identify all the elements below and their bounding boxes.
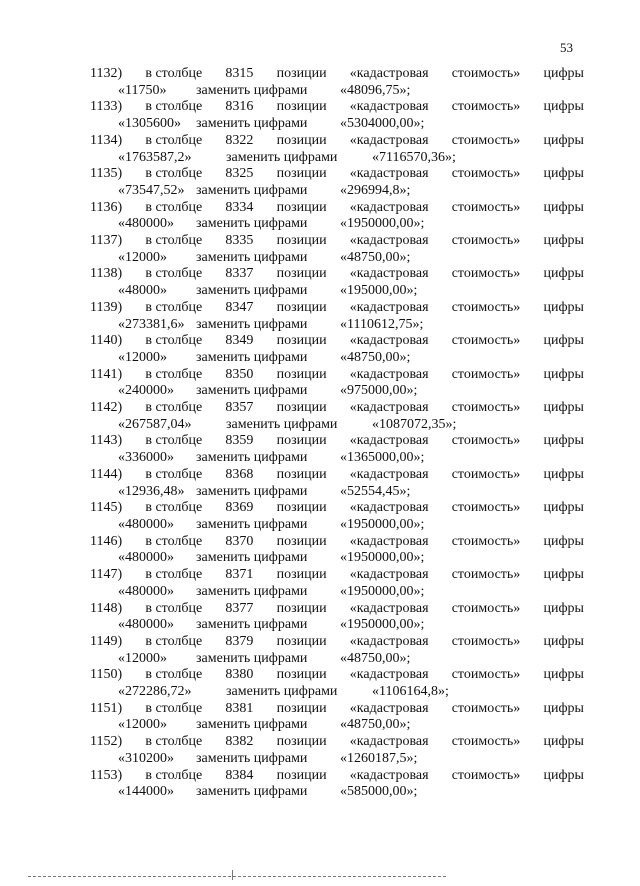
replace-phrase: заменить цифрами (196, 349, 308, 365)
replace-phrase: заменить цифрами (196, 316, 308, 332)
new-value: «1260187,5»; (340, 750, 418, 766)
item-line-1 (90, 300, 584, 317)
digits-word: цифры (543, 734, 584, 750)
field-name-part1: «кадастровая (349, 633, 429, 649)
item-line-2 (90, 751, 584, 768)
new-value: «5304000,00»; (340, 116, 425, 132)
field-name-part2: стоимость» (451, 266, 521, 282)
new-value: «585000,00»; (340, 784, 418, 800)
column-phrase: в столбце (145, 233, 203, 249)
field-name-part2: стоимость» (451, 767, 521, 783)
list-item (90, 133, 584, 166)
column-number: 8337 (225, 266, 254, 282)
field-name-part1: «кадастровая (349, 667, 429, 683)
item-line-1 (90, 734, 584, 751)
replace-phrase: заменить цифрами (196, 82, 308, 98)
item-number: 1132) (90, 66, 123, 81)
list-item (90, 534, 584, 567)
item-line-2 (90, 283, 584, 300)
list-item (90, 667, 584, 700)
position-word: позиции (276, 266, 327, 282)
position-word: позиции (276, 667, 327, 683)
field-name-part2: стоимость» (451, 99, 521, 115)
item-line-1 (90, 701, 584, 718)
digits-word: цифры (543, 400, 584, 416)
item-number: 1133) (90, 99, 123, 115)
replace-phrase: заменить цифрами (196, 516, 308, 532)
list-item (90, 601, 584, 634)
digits-word: цифры (543, 567, 584, 583)
field-name-part2: стоимость» (451, 734, 521, 750)
item-number: 1151) (90, 700, 123, 716)
list-item (90, 166, 584, 199)
field-name-part1: «кадастровая (349, 266, 429, 282)
column-number: 8316 (225, 99, 254, 115)
column-number: 8350 (225, 366, 254, 382)
replace-phrase: заменить цифрами (196, 550, 308, 566)
item-number: 1149) (90, 633, 123, 649)
replace-phrase: заменить цифрами (226, 149, 338, 165)
position-word: позиции (276, 166, 327, 182)
field-name-part1: «кадастровая (349, 533, 429, 549)
list-item (90, 200, 584, 233)
new-value: «1950000,00»; (340, 550, 425, 566)
old-value: «73547,52» (118, 182, 185, 198)
position-word: позиции (276, 400, 327, 416)
position-word: позиции (276, 600, 327, 616)
item-number: 1150) (90, 667, 123, 683)
list-item (90, 367, 584, 400)
column-number: 8371 (225, 567, 254, 583)
column-number: 8368 (225, 466, 254, 482)
field-name-part2: стоимость» (451, 466, 521, 482)
column-phrase: в столбце (145, 66, 203, 81)
item-line-1 (90, 99, 584, 116)
replace-phrase: заменить цифрами (196, 450, 308, 466)
list-item (90, 701, 584, 734)
item-number: 1148) (90, 600, 123, 616)
field-name-part1: «кадастровая (349, 366, 429, 382)
column-phrase: в столбце (145, 600, 203, 616)
replace-phrase: заменить цифрами (196, 249, 308, 265)
item-line-1 (90, 500, 584, 517)
replace-phrase: заменить цифрами (196, 182, 308, 198)
new-value: «1365000,00»; (340, 450, 425, 466)
old-value: «12000» (118, 650, 167, 666)
field-name-part2: стоимость» (451, 333, 521, 349)
old-value: «12936,48» (118, 483, 185, 499)
field-name-part1: «кадастровая (349, 233, 429, 249)
item-line-2 (90, 617, 584, 634)
old-value: «480000» (118, 216, 174, 232)
list-item (90, 768, 584, 801)
list-item (90, 634, 584, 667)
item-line-2 (90, 517, 584, 534)
item-line-1 (90, 233, 584, 250)
new-value: «48096,75»; (340, 82, 411, 98)
item-line-2 (90, 383, 584, 400)
position-word: позиции (276, 734, 327, 750)
item-line-1 (90, 567, 584, 584)
new-value: «1950000,00»; (340, 617, 425, 633)
item-number: 1146) (90, 533, 123, 549)
digits-word: цифры (543, 700, 584, 716)
position-word: позиции (276, 633, 327, 649)
item-number: 1143) (90, 433, 123, 449)
digits-word: цифры (543, 466, 584, 482)
column-number: 8347 (225, 299, 254, 315)
column-phrase: в столбце (145, 333, 203, 349)
old-value: «480000» (118, 516, 174, 532)
field-name-part1: «кадастровая (349, 132, 429, 148)
new-value: «296994,8»; (340, 182, 411, 198)
column-number: 8335 (225, 233, 254, 249)
digits-word: цифры (543, 433, 584, 449)
digits-word: цифры (543, 633, 584, 649)
item-line-1 (90, 133, 584, 150)
replace-phrase: заменить цифрами (196, 283, 308, 299)
column-number: 8381 (225, 700, 254, 716)
item-line-1 (90, 400, 584, 417)
column-phrase: в столбце (145, 567, 203, 583)
digits-word: цифры (543, 366, 584, 382)
list-item (90, 433, 584, 466)
digits-word: цифры (543, 299, 584, 315)
item-line-2 (90, 584, 584, 601)
old-value: «336000» (118, 450, 174, 466)
list-item (90, 400, 584, 433)
item-line-1 (90, 200, 584, 217)
item-line-1 (90, 634, 584, 651)
field-name-part1: «кадастровая (349, 400, 429, 416)
replace-phrase: заменить цифрами (196, 717, 308, 733)
column-number: 8384 (225, 767, 254, 783)
digits-word: цифры (543, 99, 584, 115)
item-line-2 (90, 450, 584, 467)
digits-word: цифры (543, 199, 584, 215)
column-phrase: в столбце (145, 132, 203, 148)
list-item (90, 567, 584, 600)
column-phrase: в столбце (145, 734, 203, 750)
replace-phrase: заменить цифрами (196, 650, 308, 666)
item-line-1 (90, 433, 584, 450)
new-value: «1950000,00»; (340, 516, 425, 532)
item-line-1 (90, 66, 584, 83)
old-value: «267587,04» (118, 416, 192, 432)
column-phrase: в столбце (145, 700, 203, 716)
field-name-part1: «кадастровая (349, 567, 429, 583)
old-value: «11750» (118, 82, 167, 98)
old-value: «480000» (118, 617, 174, 633)
digits-word: цифры (543, 533, 584, 549)
column-number: 8322 (225, 132, 254, 148)
item-line-1 (90, 367, 584, 384)
amendment-list (90, 66, 584, 801)
item-number: 1153) (90, 767, 123, 783)
item-line-2 (90, 484, 584, 501)
column-phrase: в столбце (145, 166, 203, 182)
replace-phrase: заменить цифрами (226, 416, 338, 432)
old-value: «1305600» (118, 116, 181, 132)
position-word: позиции (276, 299, 327, 315)
column-number: 8359 (225, 433, 254, 449)
field-name-part1: «кадастровая (349, 299, 429, 315)
item-line-2 (90, 350, 584, 367)
field-name-part1: «кадастровая (349, 199, 429, 215)
new-value: «1087072,35»; (372, 416, 457, 432)
position-word: позиции (276, 466, 327, 482)
column-phrase: в столбце (145, 500, 203, 516)
position-word: позиции (276, 500, 327, 516)
item-number: 1137) (90, 233, 123, 249)
item-number: 1134) (90, 132, 123, 148)
digits-word: цифры (543, 66, 584, 81)
item-number: 1152) (90, 734, 123, 750)
item-number: 1136) (90, 199, 123, 215)
item-number: 1140) (90, 333, 123, 349)
position-word: позиции (276, 233, 327, 249)
list-item (90, 233, 584, 266)
column-number: 8382 (225, 734, 254, 750)
page-number: 53 (560, 40, 573, 55)
field-name-part2: стоимость» (451, 500, 521, 516)
list-item (90, 333, 584, 366)
item-line-2 (90, 183, 584, 200)
digits-word: цифры (543, 500, 584, 516)
new-value: «1106164,8»; (372, 684, 449, 700)
digits-word: цифры (543, 600, 584, 616)
column-number: 8325 (225, 166, 254, 182)
field-name-part2: стоимость» (451, 600, 521, 616)
old-value: «273381,6» (118, 316, 185, 332)
item-number: 1141) (90, 366, 123, 382)
list-item (90, 99, 584, 132)
old-value: «12000» (118, 717, 167, 733)
column-number: 8377 (225, 600, 254, 616)
old-value: «480000» (118, 550, 174, 566)
item-line-2 (90, 717, 584, 734)
position-word: позиции (276, 333, 327, 349)
digits-word: цифры (543, 333, 584, 349)
field-name-part2: стоимость» (451, 700, 521, 716)
field-name-part2: стоимость» (451, 66, 521, 81)
digits-word: цифры (543, 266, 584, 282)
position-word: позиции (276, 366, 327, 382)
old-value: «48000» (118, 283, 167, 299)
new-value: «48750,00»; (340, 249, 411, 265)
item-line-2 (90, 216, 584, 233)
field-name-part2: стоимость» (451, 132, 521, 148)
item-line-2 (90, 684, 584, 701)
field-name-part1: «кадастровая (349, 700, 429, 716)
item-line-2 (90, 250, 584, 267)
new-value: «1950000,00»; (340, 216, 425, 232)
column-phrase: в столбце (145, 366, 203, 382)
position-word: позиции (276, 567, 327, 583)
field-name-part1: «кадастровая (349, 66, 429, 81)
field-name-part1: «кадастровая (349, 767, 429, 783)
column-phrase: в столбце (145, 667, 203, 683)
position-word: позиции (276, 99, 327, 115)
position-word: позиции (276, 767, 327, 783)
item-line-2 (90, 116, 584, 133)
footer-tick (232, 870, 233, 880)
item-line-1 (90, 166, 584, 183)
item-number: 1142) (90, 400, 123, 416)
field-name-part1: «кадастровая (349, 166, 429, 182)
column-number: 8334 (225, 199, 254, 215)
column-phrase: в столбце (145, 400, 203, 416)
field-name-part2: стоимость» (451, 433, 521, 449)
item-line-2 (90, 317, 584, 334)
digits-word: цифры (543, 132, 584, 148)
position-word: позиции (276, 700, 327, 716)
column-phrase: в столбце (145, 199, 203, 215)
column-number: 8357 (225, 400, 254, 416)
column-number: 8380 (225, 667, 254, 683)
field-name-part2: стоимость» (451, 199, 521, 215)
item-line-1 (90, 601, 584, 618)
item-line-2 (90, 83, 584, 100)
item-line-2 (90, 784, 584, 801)
replace-phrase: заменить цифрами (196, 216, 308, 232)
item-number: 1145) (90, 500, 123, 516)
old-value: «240000» (118, 383, 174, 399)
replace-phrase: заменить цифрами (196, 784, 308, 800)
item-line-1 (90, 667, 584, 684)
field-name-part1: «кадастровая (349, 734, 429, 750)
digits-word: цифры (543, 166, 584, 182)
item-line-1 (90, 266, 584, 283)
field-name-part1: «кадастровая (349, 433, 429, 449)
old-value: «12000» (118, 349, 167, 365)
old-value: «272286,72» (118, 684, 192, 700)
field-name-part1: «кадастровая (349, 600, 429, 616)
field-name-part2: стоимость» (451, 400, 521, 416)
digits-word: цифры (543, 767, 584, 783)
replace-phrase: заменить цифрами (196, 583, 308, 599)
new-value: «1950000,00»; (340, 583, 425, 599)
digits-word: цифры (543, 233, 584, 249)
column-phrase: в столбце (145, 533, 203, 549)
item-number: 1147) (90, 567, 123, 583)
column-number: 8379 (225, 633, 254, 649)
list-item (90, 266, 584, 299)
new-value: «975000,00»; (340, 383, 418, 399)
replace-phrase: заменить цифрами (226, 684, 338, 700)
column-phrase: в столбце (145, 299, 203, 315)
field-name-part2: стоимость» (451, 567, 521, 583)
position-word: позиции (276, 199, 327, 215)
old-value: «12000» (118, 249, 167, 265)
field-name-part2: стоимость» (451, 166, 521, 182)
old-value: «1763587,2» (118, 149, 192, 165)
field-name-part2: стоимость» (451, 533, 521, 549)
column-phrase: в столбце (145, 466, 203, 482)
list-item (90, 66, 584, 99)
new-value: «48750,00»; (340, 717, 411, 733)
field-name-part2: стоимость» (451, 667, 521, 683)
field-name-part2: стоимость» (451, 233, 521, 249)
list-item (90, 734, 584, 767)
replace-phrase: заменить цифрами (196, 383, 308, 399)
new-value: «48750,00»; (340, 650, 411, 666)
item-number: 1139) (90, 299, 123, 315)
column-phrase: в столбце (145, 99, 203, 115)
new-value: «48750,00»; (340, 349, 411, 365)
footer-divider (28, 876, 446, 877)
replace-phrase: заменить цифрами (196, 750, 308, 766)
item-line-1 (90, 333, 584, 350)
position-word: позиции (276, 66, 327, 81)
item-line-2 (90, 150, 584, 167)
item-line-1 (90, 467, 584, 484)
replace-phrase: заменить цифрами (196, 617, 308, 633)
field-name-part1: «кадастровая (349, 466, 429, 482)
new-value: «195000,00»; (340, 283, 418, 299)
position-word: позиции (276, 433, 327, 449)
list-item (90, 300, 584, 333)
field-name-part2: стоимость» (451, 633, 521, 649)
field-name-part1: «кадастровая (349, 500, 429, 516)
column-number: 8349 (225, 333, 254, 349)
column-number: 8315 (225, 66, 254, 81)
old-value: «310200» (118, 750, 174, 766)
item-line-1 (90, 534, 584, 551)
field-name-part1: «кадастровая (349, 99, 429, 115)
new-value: «52554,45»; (340, 483, 411, 499)
position-word: позиции (276, 533, 327, 549)
field-name-part1: «кадастровая (349, 333, 429, 349)
column-number: 8369 (225, 500, 254, 516)
column-phrase: в столбце (145, 767, 203, 783)
item-line-2 (90, 550, 584, 567)
old-value: «144000» (118, 784, 174, 800)
new-value: «7116570,36»; (372, 149, 456, 165)
replace-phrase: заменить цифрами (196, 116, 308, 132)
digits-word: цифры (543, 667, 584, 683)
item-line-2 (90, 417, 584, 434)
item-line-2 (90, 651, 584, 668)
field-name-part2: стоимость» (451, 366, 521, 382)
list-item (90, 467, 584, 500)
old-value: «480000» (118, 583, 174, 599)
column-phrase: в столбце (145, 433, 203, 449)
field-name-part2: стоимость» (451, 299, 521, 315)
column-phrase: в столбце (145, 266, 203, 282)
new-value: «1110612,75»; (340, 316, 424, 332)
position-word: позиции (276, 132, 327, 148)
item-number: 1135) (90, 166, 123, 182)
item-line-1 (90, 768, 584, 785)
item-number: 1138) (90, 266, 123, 282)
replace-phrase: заменить цифрами (196, 483, 308, 499)
column-number: 8370 (225, 533, 254, 549)
column-phrase: в столбце (145, 633, 203, 649)
item-number: 1144) (90, 466, 123, 482)
list-item (90, 500, 584, 533)
